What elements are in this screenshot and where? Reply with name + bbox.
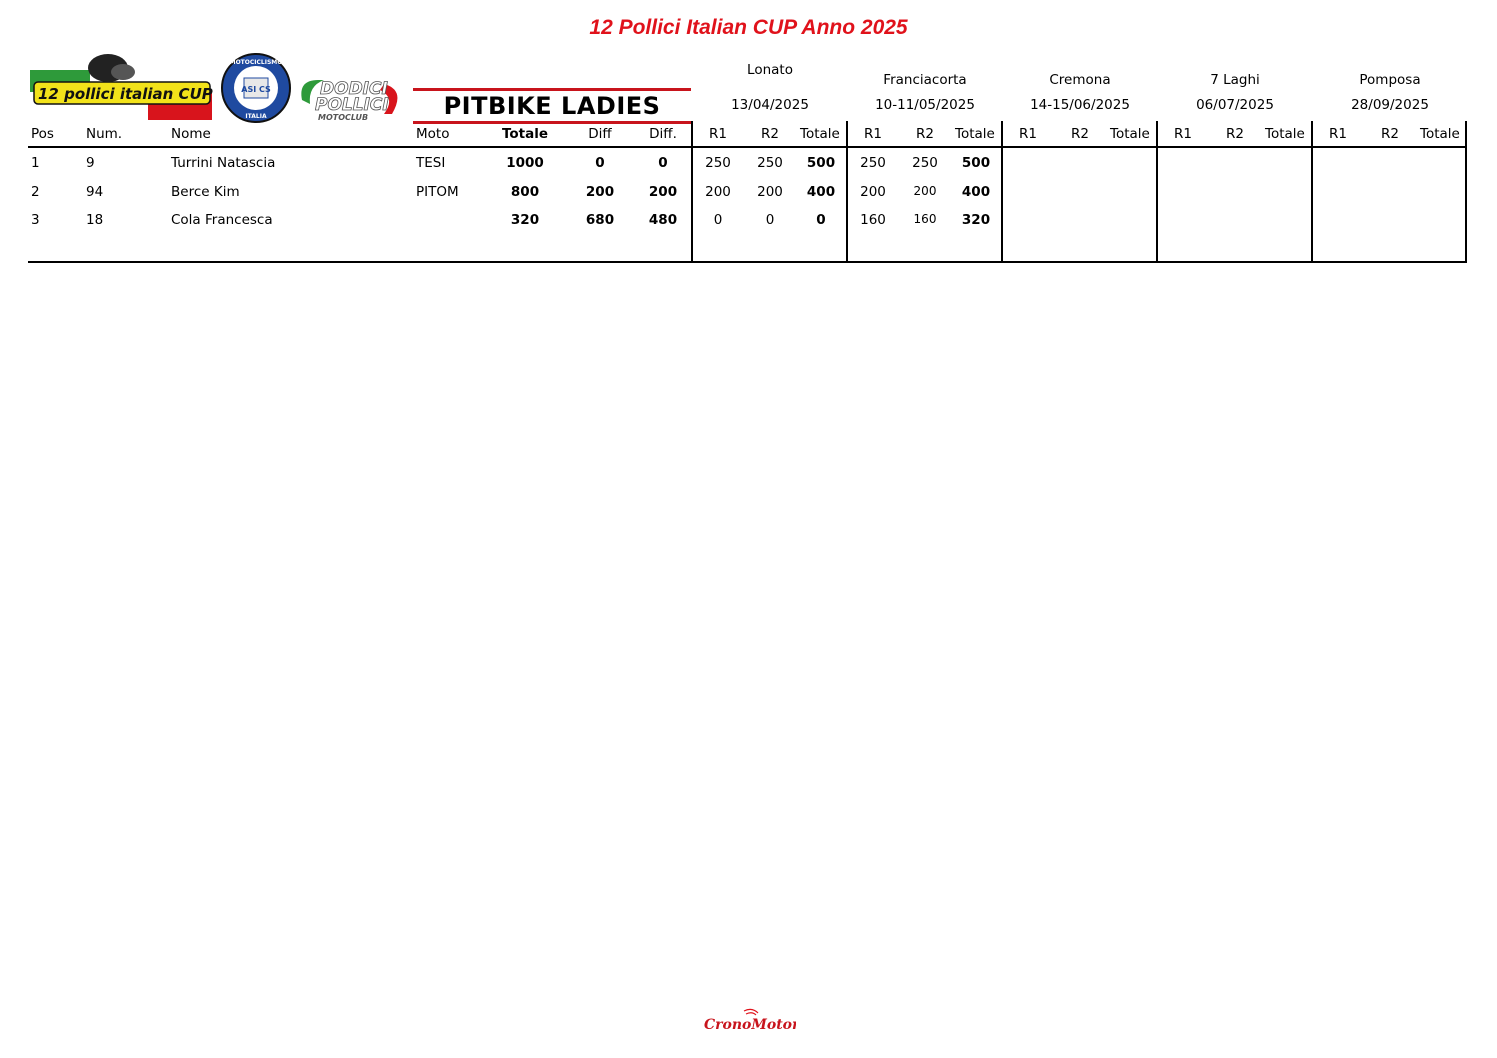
cell-event-totale: 500 xyxy=(806,155,836,171)
header-nome: Nome xyxy=(171,126,211,142)
cell-event-totale: 400 xyxy=(806,184,836,200)
cell-diff: 200 xyxy=(585,184,615,200)
svg-text:MOTOCLUB: MOTOCLUB xyxy=(318,113,369,122)
header-event-totale: Totale xyxy=(1265,126,1305,142)
sponsor-logos xyxy=(28,50,408,126)
event-place: 7 Laghi xyxy=(1210,72,1260,88)
column-divider xyxy=(1001,121,1003,263)
event-date: 14-15/06/2025 xyxy=(1030,97,1130,113)
svg-text:DODICI: DODICI xyxy=(320,79,388,99)
cell-diff-leader: 480 xyxy=(648,212,678,228)
cell-pos: 3 xyxy=(31,212,40,228)
cell-totale: 800 xyxy=(510,184,540,200)
event-date: 10-11/05/2025 xyxy=(875,97,975,113)
cup-logo xyxy=(30,54,213,120)
header-diff: Diff xyxy=(588,126,612,142)
column-divider xyxy=(846,121,848,263)
cell-pos: 2 xyxy=(31,184,40,200)
cronomotori-logo xyxy=(700,1005,796,1039)
category-title: PITBIKE LADIES xyxy=(413,88,691,124)
header-num: Num. xyxy=(86,126,123,142)
header-r1: R1 xyxy=(1019,126,1037,142)
header-r1: R1 xyxy=(1329,126,1347,142)
column-divider xyxy=(691,121,693,263)
header-r1: R1 xyxy=(864,126,882,142)
header-event-totale: Totale xyxy=(1110,126,1150,142)
header-event-totale: Totale xyxy=(1420,126,1460,142)
cell-moto: TESI xyxy=(416,155,446,171)
header-rule xyxy=(28,146,1467,148)
cell-r1: 0 xyxy=(713,212,723,228)
header-r2: R2 xyxy=(761,126,779,142)
cell-num: 9 xyxy=(86,155,95,171)
column-divider xyxy=(1465,121,1467,263)
header-diff-leader: Diff. xyxy=(649,126,677,142)
club-logo xyxy=(301,79,397,122)
cell-event-totale: 500 xyxy=(961,155,991,171)
column-divider xyxy=(1311,121,1313,263)
header-totale: Totale xyxy=(501,126,549,142)
cell-moto: PITOM xyxy=(416,184,459,200)
svg-text:ITALIA: ITALIA xyxy=(245,113,267,120)
cell-pos: 1 xyxy=(31,155,40,171)
header-event-totale: Totale xyxy=(955,126,995,142)
header-moto: Moto xyxy=(416,126,450,142)
cell-event-totale: 0 xyxy=(816,212,826,228)
event-date: 06/07/2025 xyxy=(1196,97,1274,113)
event-place: Franciacorta xyxy=(883,72,967,88)
table-bottom-rule xyxy=(28,261,1467,263)
asi-seal xyxy=(222,54,290,122)
cell-diff-leader: 0 xyxy=(658,155,668,171)
cell-r2: 200 xyxy=(757,184,783,200)
header-r2: R2 xyxy=(1226,126,1244,142)
logo-strip xyxy=(28,50,408,126)
cell-r1: 250 xyxy=(860,155,886,171)
event-place: Pomposa xyxy=(1359,72,1421,88)
cell-diff-leader: 200 xyxy=(648,184,678,200)
page-title: 12 Pollici Italian CUP Anno 2025 xyxy=(589,16,908,39)
cell-r1: 160 xyxy=(860,212,886,228)
cronomotori-logo-graphic xyxy=(700,1005,796,1035)
cell-num: 18 xyxy=(86,212,104,228)
cell-nome: Cola Francesca xyxy=(171,212,273,228)
svg-text:ASI CS: ASI CS xyxy=(241,85,271,94)
svg-text:MOTOCICLISMO: MOTOCICLISMO xyxy=(229,59,283,66)
svg-text:12 pollici italian CUP: 12 pollici italian CUP xyxy=(38,85,213,103)
event-place: Cremona xyxy=(1049,72,1111,88)
cell-diff: 680 xyxy=(585,212,615,228)
cell-nome: Berce Kim xyxy=(171,184,240,200)
header-r2: R2 xyxy=(1071,126,1089,142)
cell-r2: 250 xyxy=(757,155,783,171)
event-date: 13/04/2025 xyxy=(731,97,809,113)
svg-text:POLLICI: POLLICI xyxy=(315,95,389,115)
cell-r1: 200 xyxy=(860,184,886,200)
header-r1: R1 xyxy=(1174,126,1192,142)
cell-r1: 200 xyxy=(705,184,731,200)
header-r2: R2 xyxy=(1381,126,1399,142)
cell-num: 94 xyxy=(86,184,104,200)
cell-r1: 250 xyxy=(705,155,731,171)
header-r2: R2 xyxy=(916,126,934,142)
event-date: 28/09/2025 xyxy=(1351,97,1429,113)
cell-event-totale: 320 xyxy=(961,212,991,228)
header-event-totale: Totale xyxy=(800,126,840,142)
header-r1: R1 xyxy=(709,126,727,142)
column-divider xyxy=(1156,121,1158,263)
cell-r2: 250 xyxy=(912,155,938,171)
event-place: Lonato xyxy=(747,62,793,78)
cell-totale: 320 xyxy=(510,212,540,228)
cell-diff: 0 xyxy=(595,155,605,171)
cell-event-totale: 400 xyxy=(961,184,991,200)
cell-nome: Turrini Natascia xyxy=(171,155,276,171)
cell-totale: 1000 xyxy=(506,155,544,171)
cell-r2: 200 xyxy=(913,184,937,198)
svg-text:CronoMotori: CronoMotori xyxy=(704,1017,796,1033)
cell-r2: 0 xyxy=(765,212,775,228)
cell-r2: 160 xyxy=(913,212,937,226)
header-pos: Pos xyxy=(31,126,54,142)
